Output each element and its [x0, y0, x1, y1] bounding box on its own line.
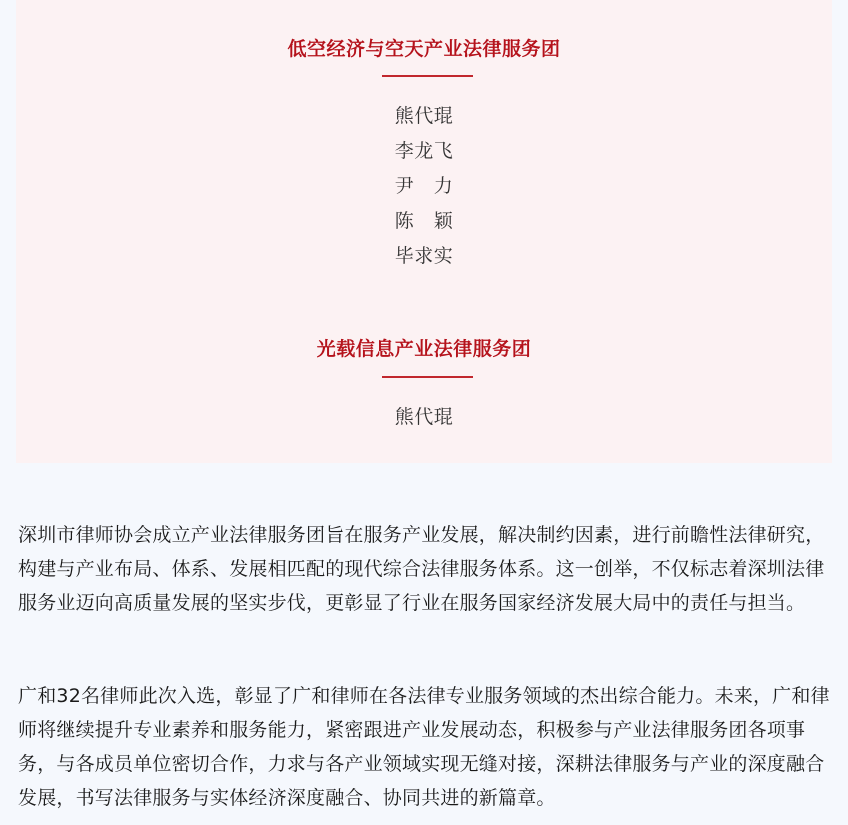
member-name: 李龙飞 [394, 140, 454, 162]
group-title-optical-info: 光载信息产业法律服务团 [316, 338, 532, 360]
member-name: 熊代琨 [394, 406, 454, 428]
member-name: 熊代琨 [394, 105, 454, 127]
member-name: 尹 力 [394, 175, 454, 197]
title-divider [382, 376, 473, 378]
member-list-card [16, 0, 832, 463]
member-name: 陈 颖 [394, 210, 454, 232]
title-divider [382, 75, 473, 77]
member-name: 毕求实 [394, 245, 454, 267]
body-paragraph-2: 广和32名律师此次入选，彰显了广和律师在各法律专业服务领域的杰出综合能力。未来，广和律师将继续提升专业素养和服务能力，紧密跟进产业发展动态，积极参与产业法律服务团各项事务，与各成员单位密切合作，力求与各产业领域实现无缝对接，深耕法律服务与产业的深度融合发展，书写法律服务与实体经济深度融合、协同共进的新篇章。 [18, 685, 830, 809]
group-title-low-altitude: 低空经济与空天产业法律服务团 [287, 38, 561, 60]
body-paragraph-1: 深圳市律师协会成立产业法律服务团旨在服务产业发展，解决制约因素，进行前瞻性法律研究，构建与产业布局、体系、发展相匹配的现代综合法律服务体系。这一创举，不仅标志着深圳法律服务业迈向高质量发展的坚实步伐，更彰显了行业在服务国家经济发展大局中的责任与担当。 [18, 524, 825, 614]
